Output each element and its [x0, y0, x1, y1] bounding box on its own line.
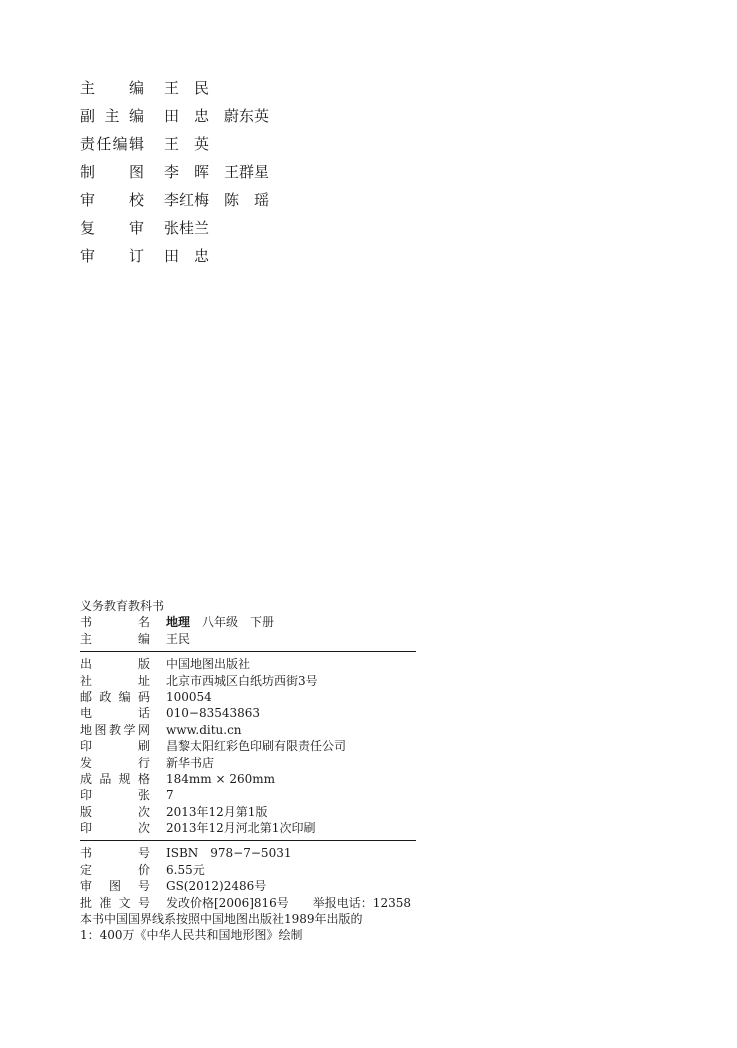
- editor-role: 主 编: [80, 79, 144, 97]
- edition-value: 2013年12月第1版: [166, 804, 268, 819]
- address-value: 北京市西城区白纸坊西街3号: [166, 673, 318, 688]
- editor-role: 责 任 编 辑: [80, 135, 144, 153]
- printer-line: 印 刷 昌黎太阳红彩色印刷有限责任公司: [80, 739, 347, 754]
- chief-editor-value: 王民: [166, 631, 191, 646]
- editor-names: 张桂兰: [164, 219, 210, 237]
- postcode-line: 邮 政 编 码 100054: [80, 689, 212, 704]
- chief-editor-label: 主 编: [80, 631, 150, 646]
- book-name-label: 书 名: [80, 615, 150, 630]
- approval-value: 发改价格[2006]816号 举报电话：12358: [166, 895, 411, 910]
- edition-line: 版 次 2013年12月第1版: [80, 804, 268, 819]
- editor-role: 审 订: [80, 247, 144, 265]
- price-line: 定 价 6.55元: [80, 862, 205, 877]
- website-value: www.ditu.cn: [166, 722, 242, 737]
- divider: [80, 840, 416, 841]
- price-value: 6.55元: [166, 862, 205, 877]
- distributor-line: 发 行 新华书店: [80, 755, 215, 770]
- publisher-value: 中国地图出版社: [166, 657, 251, 672]
- map-review-line: 审 图 号 GS(2012)2486号: [80, 879, 267, 894]
- border-note-2: 1：400万《中华人民共和国地形图》绘制: [80, 928, 303, 943]
- impression-line: 印 次 2013年12月河北第1次印刷: [80, 821, 316, 836]
- distributor-value: 新华书店: [166, 755, 215, 770]
- editor-names: 李红梅 陈 瑶: [164, 191, 270, 209]
- editor-role: 复 审: [80, 219, 144, 237]
- divider: [80, 651, 416, 652]
- series-title: 义务教育教科书: [80, 599, 165, 613]
- note-line-2: [80, 927, 416, 943]
- publisher-line: 出 版 中国地图出版社: [80, 657, 251, 672]
- printer-value: 昌黎太阳红彩色印刷有限责任公司: [166, 739, 347, 754]
- editor-names: 田 忠: [164, 247, 210, 265]
- phone-value: 010−83543863: [166, 706, 261, 721]
- series-line: [80, 598, 416, 614]
- book-name-value: [166, 614, 274, 630]
- editor-names: 王 民: [164, 79, 210, 97]
- book-grade: 八年级 下册: [190, 615, 275, 630]
- editor-role: 副 主 编: [80, 107, 144, 125]
- sheets-line: 印 张 7: [80, 788, 174, 803]
- website-line: 地 图 教 学 网 www.ditu.cn: [80, 722, 242, 737]
- size-line: 成 品 规 格 184mm × 260mm: [80, 771, 276, 786]
- editor-names: 王 英: [164, 135, 210, 153]
- isbn-value: ISBN 978−7−5031: [166, 846, 292, 861]
- editor-role: 制 图: [80, 163, 144, 181]
- map-review-value: GS(2012)2486号: [166, 879, 267, 894]
- postcode-value: 100054: [166, 689, 212, 704]
- chief-editor-line: [80, 631, 416, 647]
- colophon-block: [80, 598, 416, 944]
- editor-names: 李 晖 王群星: [164, 163, 270, 181]
- border-note-1: 本书中国国界线系按照中国地图出版社1989年出版的: [80, 912, 363, 927]
- sheets-value: 7: [166, 788, 174, 803]
- approval-line: 批 准 文 号 发改价格[2006]816号 举报电话：12358: [80, 895, 411, 910]
- note-line-1: [80, 911, 416, 927]
- address-line: 社 址 北京市西城区白纸坊西街3号: [80, 673, 318, 688]
- size-value: 184mm × 260mm: [166, 771, 276, 786]
- isbn-line: 书 号 ISBN 978−7−5031: [80, 846, 292, 861]
- impression-value: 2013年12月河北第1次印刷: [166, 821, 316, 836]
- book-subject: 地理: [166, 615, 191, 630]
- phone-line: 电 话 010−83543863: [80, 706, 261, 721]
- editor-names: 田 忠 蔚东英: [164, 107, 270, 125]
- book-name-line: [80, 614, 416, 630]
- editor-role: 审 校: [80, 191, 144, 209]
